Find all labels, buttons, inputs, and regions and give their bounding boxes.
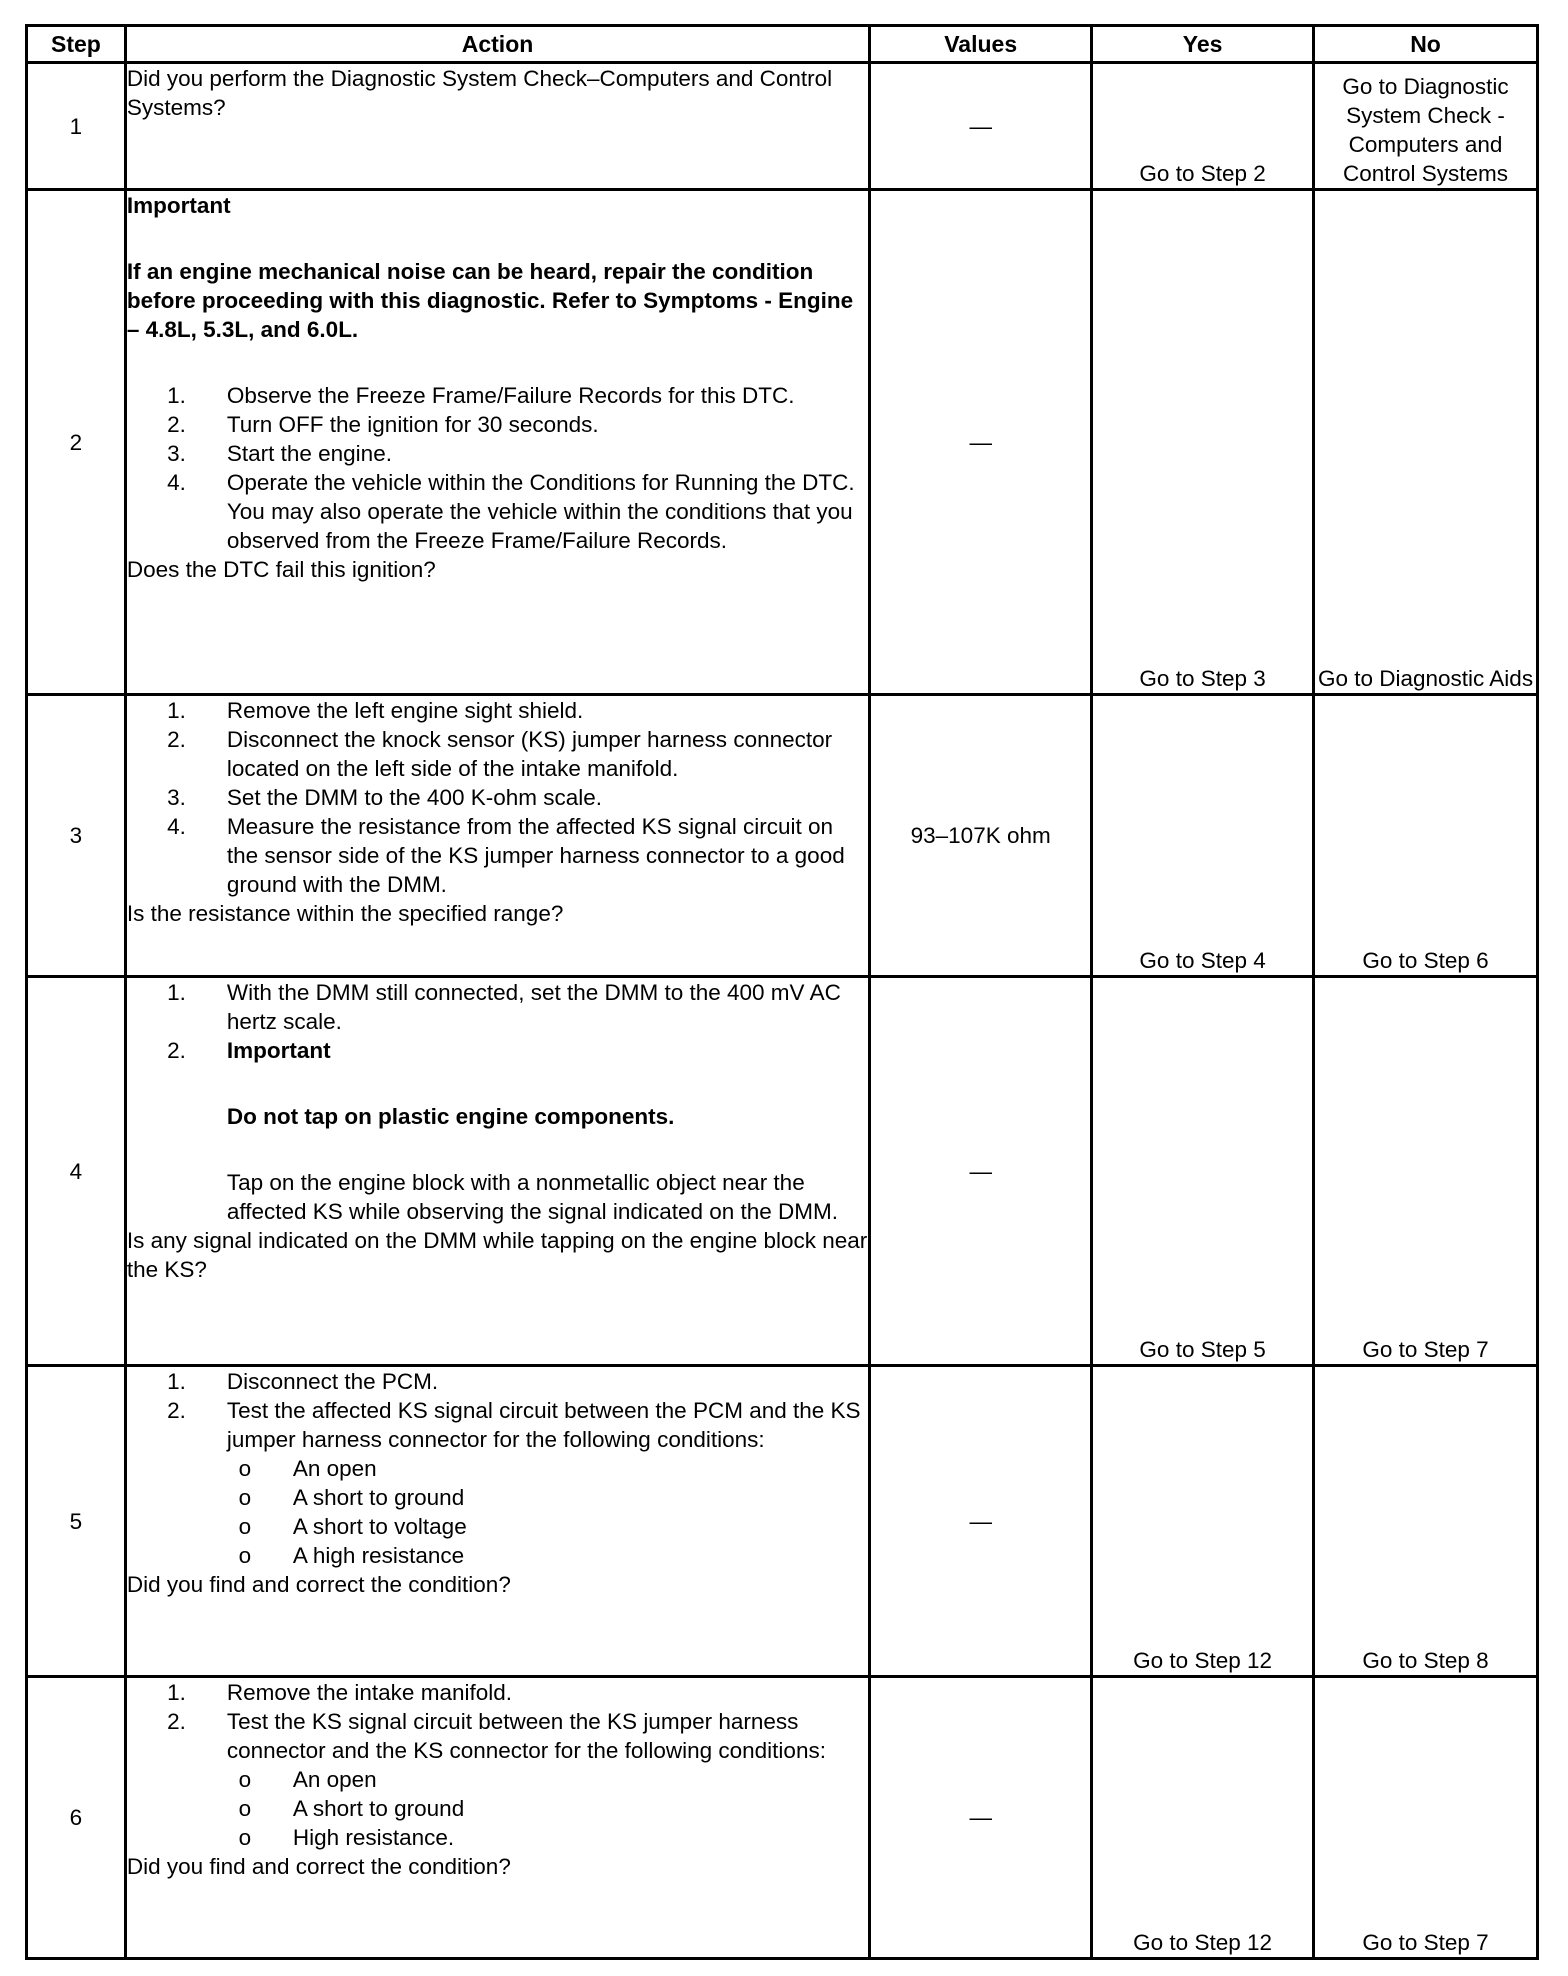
- action-cell: [125, 190, 869, 695]
- no-cell: Go to Diagnostic System Check - Computers and Control Systems: [1314, 63, 1538, 190]
- item-text: Measure the resistance from the affected KS signal circuit on the sensor side of the KS jumper harness connector to a good ground with the DMM.: [226, 814, 845, 897]
- yes-cell: Go to Step 4: [1092, 695, 1314, 977]
- list-item: [227, 1454, 868, 1483]
- action-question: Did you perform the Diagnostic System Check–Computers and Control Systems?: [126, 66, 833, 120]
- step-number: 2: [27, 190, 126, 695]
- list-item: [227, 1823, 868, 1852]
- item-number: 1.: [167, 698, 186, 723]
- item-text: Observe the Freeze Frame/Failure Records for this DTC.: [226, 383, 795, 408]
- important-label: Important: [226, 1038, 331, 1063]
- item-text: With the DMM still connected, set the DMM to the 400 mV AC hertz scale.: [226, 980, 841, 1034]
- yes-cell: Go to Step 12: [1092, 1366, 1314, 1677]
- condition-text: A short to voltage: [292, 1514, 467, 1539]
- item-text: Turn OFF the ignition for 30 seconds.: [226, 412, 599, 437]
- yes-cell: Go to Step 12: [1092, 1677, 1314, 1959]
- condition-text: A short to ground: [292, 1485, 465, 1510]
- list-item: [127, 1707, 868, 1852]
- table-row: [27, 1366, 1538, 1677]
- condition-list: [227, 1454, 868, 1570]
- value-cell: —: [870, 1677, 1092, 1959]
- yes-cell: Go to Step 5: [1092, 977, 1314, 1366]
- bullet: o: [238, 1543, 252, 1568]
- step-list: [127, 696, 868, 899]
- important-text: If an engine mechanical noise can be heard, repair the condition before proceeding with this diagnostic. Refer to Symptoms - Engine – 4.8L, 5.3L, and 6.0L.: [126, 259, 854, 342]
- list-item: [127, 1367, 868, 1396]
- item-number: 2.: [167, 727, 186, 752]
- action-cell: [125, 1366, 869, 1677]
- table-row: [27, 695, 1538, 977]
- list-item: [127, 410, 868, 439]
- action-cell: [125, 63, 869, 190]
- step-list: [127, 381, 868, 555]
- item-text: Remove the left engine sight shield.: [226, 698, 584, 723]
- list-item: [127, 1036, 868, 1226]
- condition-text: A short to ground: [292, 1796, 465, 1821]
- step-number: 3: [27, 695, 126, 977]
- action-cell: [125, 695, 869, 977]
- header-values: Values: [870, 26, 1092, 63]
- list-item: [227, 1483, 868, 1512]
- item-number: 2.: [167, 1398, 186, 1423]
- table-row: [27, 1677, 1538, 1959]
- no-cell: Go to Step 7: [1314, 1677, 1538, 1959]
- step-list: [127, 1367, 868, 1570]
- item-number: 3.: [167, 441, 186, 466]
- no-cell: Go to Step 6: [1314, 695, 1538, 977]
- item-text: Test the affected KS signal circuit between the PCM and the KS jumper harness connector for the following conditions:: [226, 1398, 861, 1452]
- item-text: Disconnect the knock sensor (KS) jumper harness connector located on the left side of the intake manifold.: [226, 727, 833, 781]
- header-row: [27, 26, 1538, 63]
- important-label: Important: [126, 193, 231, 218]
- list-item: [127, 1396, 868, 1570]
- action-question: Does the DTC fail this ignition?: [126, 557, 436, 582]
- item-number: 4.: [167, 470, 186, 495]
- item-text: Disconnect the PCM.: [226, 1369, 439, 1394]
- header-action: Action: [125, 26, 869, 63]
- step-number: 5: [27, 1366, 126, 1677]
- value-cell: —: [870, 977, 1092, 1366]
- bullet: o: [238, 1796, 252, 1821]
- item-text: Tap on the engine block with a nonmetallic object near the affected KS while observing the signal indicated on the DMM.: [226, 1170, 839, 1224]
- value-cell: —: [870, 1366, 1092, 1677]
- no-cell: Go to Step 7: [1314, 977, 1538, 1366]
- item-number: 1.: [167, 1369, 186, 1394]
- condition-list: [227, 1765, 868, 1852]
- condition-text: High resistance.: [292, 1825, 455, 1850]
- item-text: Start the engine.: [226, 441, 392, 466]
- item-number: 1.: [167, 980, 186, 1005]
- item-number: 2.: [167, 1709, 186, 1734]
- item-text: Test the KS signal circuit between the KS jumper harness connector and the KS connector for the following conditions:: [226, 1709, 826, 1763]
- bullet: o: [238, 1767, 252, 1792]
- value-cell: 93–107K ohm: [870, 695, 1092, 977]
- list-item: [127, 696, 868, 725]
- important-text: Do not tap on plastic engine components.: [226, 1104, 675, 1129]
- table-row: [27, 63, 1538, 190]
- list-item: [127, 439, 868, 468]
- item-text: Set the DMM to the 400 K-ohm scale.: [226, 785, 603, 810]
- bullet: o: [238, 1485, 252, 1510]
- list-item: [127, 725, 868, 783]
- value-cell: —: [870, 190, 1092, 695]
- list-item: [227, 1794, 868, 1823]
- list-item: [227, 1765, 868, 1794]
- yes-cell: Go to Step 2: [1092, 63, 1314, 190]
- condition-text: A high resistance: [292, 1543, 465, 1568]
- item-text: Operate the vehicle within the Conditions for Running the DTC. You may also operate the vehicle within the conditions that you observed from the Freeze Frame/Failure Records.: [226, 470, 855, 553]
- yes-cell: Go to Step 3: [1092, 190, 1314, 695]
- list-item: [127, 978, 868, 1036]
- action-cell: [125, 977, 869, 1366]
- step-list: [127, 1678, 868, 1852]
- diagnostic-table: [25, 24, 1539, 1960]
- item-number: 1.: [167, 1680, 186, 1705]
- table-row: [27, 977, 1538, 1366]
- list-item: [127, 783, 868, 812]
- action-question: Did you find and correct the condition?: [126, 1854, 511, 1879]
- item-number: 4.: [167, 814, 186, 839]
- list-item: [127, 1678, 868, 1707]
- no-cell: Go to Step 8: [1314, 1366, 1538, 1677]
- header-yes: Yes: [1092, 26, 1314, 63]
- bullet: o: [238, 1825, 252, 1850]
- item-number: 1.: [167, 383, 186, 408]
- action-question: Is the resistance within the specified range?: [126, 901, 564, 926]
- step-number: 6: [27, 1677, 126, 1959]
- value-cell: —: [870, 63, 1092, 190]
- no-cell: Go to Diagnostic Aids: [1314, 190, 1538, 695]
- step-number: 4: [27, 977, 126, 1366]
- header-step: Step: [27, 26, 126, 63]
- condition-text: An open: [292, 1767, 377, 1792]
- header-no: No: [1314, 26, 1538, 63]
- action-question: Is any signal indicated on the DMM while tapping on the engine block near the KS?: [126, 1228, 868, 1282]
- list-item: [127, 381, 868, 410]
- item-number: 3.: [167, 785, 186, 810]
- list-item: [127, 812, 868, 899]
- item-number: 2.: [167, 412, 186, 437]
- item-number: 2.: [167, 1038, 186, 1063]
- bullet: o: [238, 1456, 252, 1481]
- item-text: Remove the intake manifold.: [226, 1680, 512, 1705]
- list-item: [127, 468, 868, 555]
- bullet: o: [238, 1514, 252, 1539]
- table-row: [27, 190, 1538, 695]
- action-question: Did you find and correct the condition?: [126, 1572, 511, 1597]
- list-item: [227, 1512, 868, 1541]
- action-cell: [125, 1677, 869, 1959]
- list-item: [227, 1541, 868, 1570]
- step-list: [127, 978, 868, 1226]
- step-number: 1: [27, 63, 126, 190]
- condition-text: An open: [292, 1456, 377, 1481]
